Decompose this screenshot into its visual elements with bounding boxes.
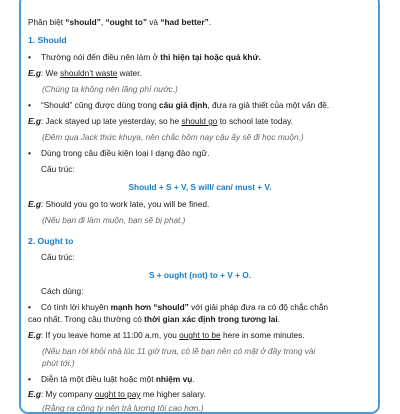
s1-example-3: [28, 199, 209, 210]
eg-label: E.g: [28, 389, 41, 399]
s1-translation-1: (Chúng ta không nên lãng phí nước.): [42, 84, 178, 94]
s2-b1l2-end: .: [277, 314, 280, 324]
intro-had-better: “had better”: [160, 17, 209, 27]
eg-text-end: to school late today.: [217, 116, 293, 126]
s2-example-2: [28, 389, 206, 400]
intro-comma: ,: [100, 17, 106, 27]
s1-structure-label: Cấu trúc:: [41, 164, 75, 174]
s1-translation-3: (Nếu bạn đi làm muộn, bạn sẽ bị phạt.): [42, 215, 186, 225]
s2-translation-2: (Rằng ra công ty nên trả lương tôi cao hơn.): [42, 403, 204, 413]
bullet-mark: •: [28, 100, 31, 110]
eg-underlined: shouldn’t waste: [60, 68, 118, 78]
s2-example-1: [28, 330, 305, 341]
s1-b1-text: Thường nói đến điều nên làm ở: [41, 52, 161, 62]
eg-text: : If you leave home at 11:00 a.m, you: [40, 330, 180, 340]
intro-end: .: [208, 17, 212, 27]
section-1-title: 1. Should: [28, 35, 67, 45]
s2-b2-text: Diễn tả một điều luật hoặc một: [41, 374, 156, 384]
bullet-mark: •: [28, 302, 31, 312]
s1-b2-end: , đưa ra giả thiết của một vấn đề.: [207, 100, 330, 110]
s1-example-2: [28, 116, 293, 127]
s1-b2-bold: câu giả định: [159, 100, 208, 110]
s1-b2-text: “Should” cũng được dùng trong: [41, 100, 160, 110]
eg-text: : We: [40, 68, 61, 78]
eg-text-end: me higher salary.: [140, 389, 206, 399]
eg-text: : Jack stayed up late yesterday, so he: [40, 116, 182, 126]
eg-text-end: water.: [117, 68, 142, 78]
bullet-mark: •: [28, 52, 31, 62]
intro-text: Phân biệt: [28, 17, 66, 27]
eg-text: : My company: [40, 389, 95, 399]
s2-b2-bold: nhiệm vụ: [155, 374, 193, 384]
eg-text: : Should you go to work late, you will be fined.: [40, 199, 210, 209]
intro-should: “should”: [65, 17, 101, 27]
s2-bullet-1-line-2: [28, 314, 280, 325]
s1-bullet-3: [28, 148, 209, 159]
eg-label: E.g: [28, 116, 41, 126]
s2-b1l2-bold: thời gian xác định trong tương lai: [144, 314, 278, 324]
s1-bullet-2: [28, 100, 329, 111]
s1-example-1: [28, 68, 142, 79]
s1-translation-2: (Đêm qua Jack thức khuya, nên chắc hôm nay cậu ấy sẽ đi học muộn.): [42, 132, 304, 142]
s2-bullet-2: [28, 374, 195, 385]
eg-label: E.g: [28, 330, 41, 340]
bullet-mark: •: [28, 148, 31, 158]
s2-usage-label: Cách dùng:: [41, 286, 84, 296]
s1-b3-text: Dùng trong câu điều kiện loại I dạng đảo ngữ.: [41, 148, 210, 158]
s2-translation-1-line-2: phút tới.): [42, 358, 75, 368]
s2-b1-end: với giải pháp đưa ra có độ chắc chắn: [188, 302, 329, 312]
s1-b1-bold: thì hiện tại hoặc quá khứ.: [160, 52, 261, 62]
eg-underlined: ought to pay: [94, 389, 141, 399]
s2-b1-text: Có tính lời khuyên: [41, 302, 111, 312]
s2-b1-bold: mạnh hơn “should”: [110, 302, 189, 312]
eg-label: E.g: [28, 199, 41, 209]
intro-ought-to: “ought to”: [105, 17, 147, 27]
eg-underlined: ought to be: [179, 330, 221, 340]
s2-translation-1-line-1: (Nếu bạn rời khỏi nhà lúc 11 giờ trưa, có lẽ bạn nên có mặt ở đây trong vài: [42, 346, 316, 356]
s1-formula: Should + S + V, S will/ can/ must + V.: [128, 182, 272, 192]
s2-b1l2-text: cao nhất. Trong câu thường có: [28, 314, 145, 324]
s1-bullet-1: [28, 52, 261, 63]
eg-text-end: here in some minutes.: [220, 330, 305, 340]
intro-and: và: [146, 17, 161, 27]
s2-formula: S + ought (not) to + V + O.: [148, 270, 252, 280]
s2-b2-end: .: [192, 374, 195, 384]
section-2-title: 2. Ought to: [28, 236, 74, 246]
eg-underlined: should go: [181, 116, 218, 126]
bullet-mark: •: [28, 374, 31, 384]
intro-line: [28, 17, 211, 28]
eg-label: E.g: [28, 68, 41, 78]
s2-bullet-1: [28, 302, 328, 313]
s2-structure-label: Cấu trúc:: [41, 252, 75, 262]
